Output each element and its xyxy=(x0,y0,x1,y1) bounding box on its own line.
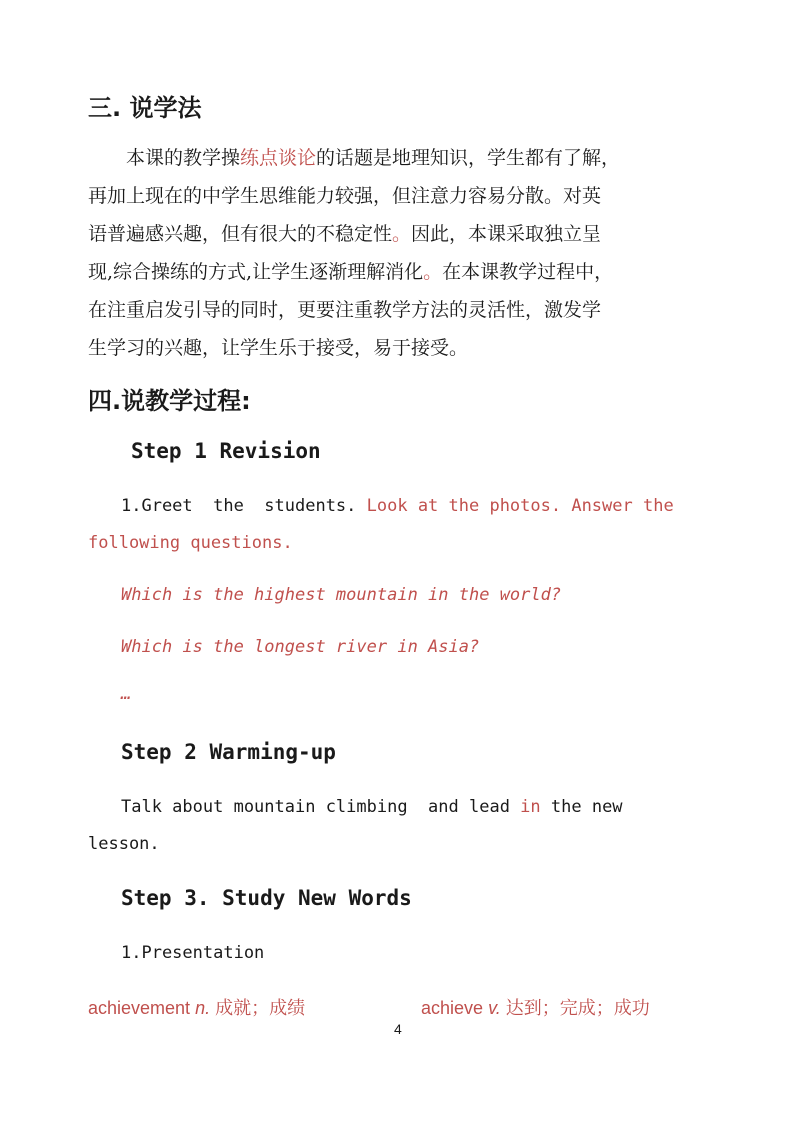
paragraph-text: 生学习的兴趣，让学生乐于接受，易于接受。 xyxy=(88,337,469,359)
question-longest-river: Which is the longest river in Asia? xyxy=(121,637,480,657)
paragraph-text: 再加上现在的中学生思维能力较强，但注意力容易分散。对英 xyxy=(88,185,602,207)
step3-presentation: 1.Presentation xyxy=(121,943,265,963)
vocab-pos: n. xyxy=(195,998,211,1018)
paragraph-line xyxy=(88,178,728,215)
section-heading-learning-methods: 三. 说学法 xyxy=(88,94,202,122)
paragraph-line xyxy=(88,292,728,329)
step2-title: Step 2 Warming-up xyxy=(121,740,336,764)
step1-greet-text: 1.Greet the students. xyxy=(121,496,367,516)
highlighted-text: 练点谈论 xyxy=(240,147,317,169)
question-highest-mountain: Which is the highest mountain in the world? xyxy=(121,585,562,605)
paragraph-line xyxy=(88,254,728,291)
step2-text-c: the new xyxy=(540,797,623,817)
vocab-entry-achieve xyxy=(421,994,650,1020)
learning-methods-paragraph xyxy=(88,140,728,368)
vocab-word: achieve xyxy=(421,998,484,1018)
vocab-word: achievement xyxy=(88,998,191,1018)
vocab-meaning: 达到；完成；成功 xyxy=(505,998,650,1018)
paragraph-text: 的话题是地理知识，学生都有了解， xyxy=(316,147,621,169)
paragraph-text: 因此，本课采取独立呈 xyxy=(411,223,602,245)
step2-text-a: Talk about mountain climbing and lead xyxy=(121,797,521,817)
step3-title: Step 3. Study New Words xyxy=(121,886,412,910)
paragraph-line xyxy=(88,330,728,367)
step2-text-in: in xyxy=(520,797,541,817)
page-number: 4 xyxy=(394,1021,402,1037)
ellipsis: … xyxy=(121,684,132,704)
vocab-pos: v. xyxy=(488,998,501,1018)
paragraph-text: 本课的教学操 xyxy=(126,147,241,169)
highlighted-text: 。 xyxy=(423,261,443,283)
paragraph-line xyxy=(88,140,728,177)
paragraph-text: 在注重启发引导的同时，更要注重教学方法的灵活性，激发学 xyxy=(88,299,602,321)
step1-title: Step 1 Revision xyxy=(131,439,321,463)
section-heading-teaching-process: 四.说教学过程: xyxy=(88,387,251,415)
paragraph-line xyxy=(88,216,728,253)
paragraph-text: 在本课教学过程中， xyxy=(442,261,614,283)
paragraph-text: 现,综合操练的方式,让学生逐渐理解消化 xyxy=(88,261,424,283)
step1-photos-text: Look at the photos. Answer the xyxy=(366,496,674,516)
vocab-entry-achievement xyxy=(88,994,305,1020)
vocab-meaning: 成就；成绩 xyxy=(215,998,306,1018)
step1-line1 xyxy=(121,496,674,516)
step2-line2: lesson. xyxy=(88,834,160,854)
paragraph-text: 语普遍感兴趣，但有很大的不稳定性 xyxy=(88,223,393,245)
highlighted-text: 。 xyxy=(392,223,412,245)
step2-line1 xyxy=(121,797,623,817)
step1-line2: following questions. xyxy=(88,533,293,553)
